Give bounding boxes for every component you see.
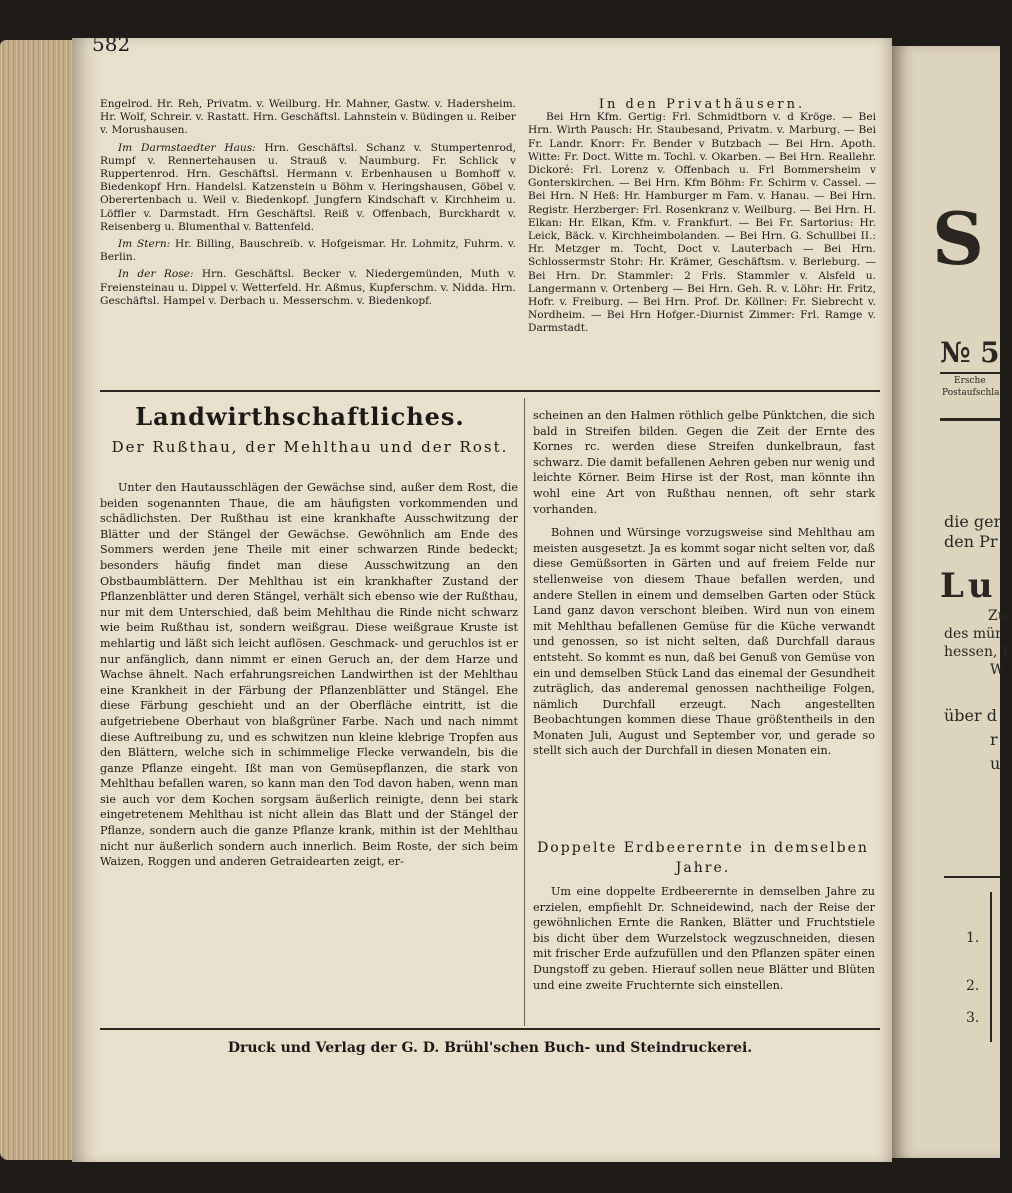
printer-imprint: Druck und Verlag der G. D. Brühl'schen Buch- und Steindruckerei. bbox=[227, 1040, 753, 1056]
guest-list-right bbox=[528, 98, 876, 336]
list-number: 3. bbox=[966, 1010, 980, 1026]
text-fragment: Zu bbox=[988, 608, 1007, 624]
guest-section-heading: In der Rose: bbox=[118, 268, 194, 281]
masthead-fragment: S bbox=[932, 196, 984, 281]
column-divider bbox=[524, 398, 525, 1026]
guest-section bbox=[100, 238, 516, 264]
article-title: Der Rußthau, der Mehlthau und der Rost. bbox=[111, 438, 509, 456]
private-houses-text: Bei Hrn Kfm. Gertig: Frl. Schmidtborn v. d Kröge. — Bei Hrn. Wirth Pausch: Hr. Staubesand, Privatm. v. Marburg. — Bei Fr. Landr. Knorr: Fr. Bender v Butzbach — Bei Hrn. Apoth. Witte: Fr. Doct. Witte m. Tochl. v. Okarben. — Bei Hrn. Reallehr. Dickoré: Frl. Lorenz v. Offenbach u. Frl Bommersheim v Gonterskirchen. — Bei Hrn. Kfm Böhm: Fr. Schirm v. Cassel. — Bei Hrn. N Heß: Hr. Hamburger m Fam. v. Hanau. — Bei Hrn. Registr. Herzberger: Frl. Rosenkranz v. Weilburg. — Bei Hrn. H. Elkan: Hr. Elkan, Kfm. v. Frankfurt. — Bei Fr. Sartorius: Hr. Leick, Bäck. v. Kirchheimbolanden. — Bei Hrn. G. Schullbei II.: Hr. Metzger m. Tocht, Doct v. Lauterbach — Bei Hrn. Schlossermstr Stohr: Hr. Krämer, Geschäftsm. v. Berleburg. — Bei Hrn. Dr. Stammler: 2 Frls. Stammler v. Alsfeld u. Langermann v. Ortenberg — Bei Hrn. Geh. R. v. Löhr: Hr. Fritz, Hofr. v. Freiburg. — Bei Hrn. Prof. Dr. Köllner: Fr. Siebrecht v. Nordheim. — Bei Hrn Hofger.-Diurnist Zimmer: Frl. Ramge v. Darmstadt. bbox=[528, 111, 876, 335]
article-paragraph: scheinen an den Halmen röthlich gelbe Pünktchen, die sich bald in Streifen bilden. Gegen die Zeit der Ernte des Kornes rc. werden diese Streifen dunkelbraun, fast schwarz. Die damit befallenen Aehren geben nur wenig und leichte Körner. Beim Hirse ist der Rost, man könnte ihn wohl eine Art von Rußthau nennen, oft sehr stark vorhanden. bbox=[533, 409, 875, 516]
adjacent-page bbox=[892, 46, 1012, 1158]
text-fragment: über d bbox=[944, 706, 997, 725]
strawberry-article-title: Doppelte Erdbeerernte in demselben Jahre. bbox=[537, 840, 869, 876]
text-fragment: Ersche bbox=[954, 376, 986, 386]
guest-list-intro: Engelrod. Hr. Reh, Privatm. v. Weilburg. Hr. Mahner, Gastw. v. Hadersheim. Hr. Wolf, Schreir. v. Rastatt. Hrn. Geschäftsl. Lahnstein v. Büdingen u. Reiber v. Morushausen. bbox=[100, 98, 516, 137]
table-rule bbox=[944, 876, 1000, 878]
text-fragment: W bbox=[990, 662, 1005, 678]
text-fragment: des mür bbox=[944, 626, 1002, 642]
guest-section-text: Hrn. Geschäftsl. Schanz v. Stumpertenrod, Rumpf v. Rennertehausen u. Strauß v. Naumburg. Fr. Schlick v Ruppertenrod. Hrn. Geschäftsl. Hermann v. Erbenhausen u Bomhoff v. Biedenkopf Hrn. Handelsl. Katzenstein u Böhm v. Heringshausen, Göbel v. Oberertenbach u. Weil v. Biedenkopf. Jungfern Kindschaft v. Kirchheim u. Löffler v. Darmstadt. Hrn Geschäftsl. Reiß v. Offenbach, Burckhardt v. Reisenberg u. Blumenthal v. Battenfeld. bbox=[100, 141, 517, 233]
text-fragment: u bbox=[990, 754, 1001, 773]
article-paragraph: Unter den Hautausschlägen der Gewächse sind, außer dem Rost, die beiden sogenannten Thaue, die am häufigsten vorkommenden und schädlichsten. Der Rußthau ist eine krankhafte Ausschwitzung der Blätter und der Stängel der Gewächse. Gewöhnlich am Ende des Sommers werden jene Theile mit einer schwarzen Rinde bedeckt; besonders häufig findet man diese Ausschwitzung an den Obstbaumblättern. Der Mehlthau ist ein krankhafter Zustand der Pflanzenblätter und deren Stängel, verhält sich ebenso wie der Rußthau, nur mit dem Unterschied, daß beim Mehlthau die Rinde nicht schwarz wie beim Rußthau ist, sondern weißgrau. Diese weißgraue Kruste ist mehlartig und läßt sich leicht auflösen. Geschmack- und geruchlos ist er nur anfänglich, dann nimmt er einen Geruch an, der dem Harze und Wachse ähnelt. Nach erfahrungsreichen Landwirthen ist der Mehlthau eine Krankheit in der Färbung der Pflanzenblätter und Stängel. Ehe diese Färbung geschieht und an der Oberfläche eintritt, ist die aufgetriebene Oberhaut von blaßgrüner Farbe. Nach und nach nimmt diese Auftreibung zu, und es schwitzen nun kleine klebrige Tropfen aus den Blättern, welche sich in schimmelige Flecke verwandeln, bis die ganze Pflanze eingeht. Ißt man von Gemüsepflanzen, die stark von Mehlthau befallen waren, so kann man den Tod davon haben, wenn man sie auch vor dem Kochen sorgsam äußerlich reinigte, denn bei stark eingetretenem Mehlthau ist nicht allein das Blatt und der Stängel der Pflanze, sondern auch die ganze Pflanze krank, mithin ist der Mehlthau nicht nur äußerlich sondern auch innerlich. Beim Roste, der sich beim Waizen, Roggen und anderen Getraidearten zeigt, er- bbox=[100, 481, 518, 869]
strawberry-article bbox=[533, 884, 875, 993]
guest-section-text: Hrn. Geschäftsl. Becker v. Niedergemünden, Muth v. Freiensteinau u. Dippel v. Wetterfeld. Hr. Aßmus, Kupferschm. v. Nidda. Hrn. Geschäftsl. Hampel v. Derbach u. Messerschm. v. Biedenkopf. bbox=[100, 268, 516, 307]
issue-number-fragment: № 5 bbox=[940, 336, 1000, 369]
text-fragment: die ger bbox=[944, 512, 1002, 531]
text-fragment: r bbox=[990, 730, 998, 749]
private-houses-heading: In den Privathäusern. bbox=[598, 97, 806, 112]
section-divider bbox=[100, 390, 880, 392]
text-fragment: Postaufschla bbox=[942, 388, 1000, 398]
guest-section-heading: Im Stern: bbox=[118, 238, 171, 251]
heading-fragment: Lu bbox=[940, 566, 997, 606]
article-paragraph: Bohnen und Würsinge vorzugsweise sind Mehlthau am meisten ausgesetzt. Ja es kommt sogar nicht selten vor, daß diese Gemüßsorten in Gärten und auf freiem Felde nur stellenweise von diesem Thaue befallen werden, und andere Stellen in einem und demselben Garten oder Stück Land ganz davon verschont bleiben. Wird nun von einem mit Mehlthau befallenen Gemüse für die Küche verwandt und genossen, so ist nicht selten, daß Durchfall daraus entsteht. So kommt es nun, daß bei Genuß von Gemüse von ein und demselben Stück Land das einemal der Gesundheit zuträglich, das anderemal genossen nachtheilige Folgen, nämlich Durchfall erzeugt. Nach angestellten Beobachtungen kommen diese Thaue größtentheils in den Monaten Juli, August und September vor, und gerade so stellt sich auch der Durchfall in diesen Monaten ein. bbox=[533, 526, 875, 758]
list-number: 2. bbox=[966, 978, 980, 994]
guest-section-heading: Im Darmstaedter Haus: bbox=[118, 141, 256, 154]
table-rule bbox=[990, 892, 992, 1042]
text-fragment: den Pr bbox=[944, 532, 998, 551]
article-column-1 bbox=[100, 480, 518, 870]
guest-section bbox=[100, 142, 516, 234]
text-fragment: hessen, F bbox=[944, 644, 1012, 660]
article-column-2 bbox=[533, 408, 875, 759]
book-page-edges bbox=[0, 40, 78, 1160]
list-number: 1. bbox=[966, 930, 980, 946]
guest-list-left bbox=[100, 98, 516, 308]
footer-divider bbox=[100, 1028, 880, 1030]
article-paragraph: Um eine doppelte Erdbeerernte in demselben Jahre zu erzielen, empfiehlt Dr. Schneidewind, nach der Reise der gewöhnlichen Ernte die Ranken, Blätter und Fruchtstiele bis dicht über dem Wurzelstock wegzuschneiden, diesen mit frischer Erde aufzufüllen und den Pflanzen später einen Dungstoff zu geben. Hierauf sollen neue Blätter und Blüten und eine zweite Fruchternte sich einstellen. bbox=[533, 885, 875, 992]
guest-section bbox=[100, 268, 516, 308]
section-title: Landwirthschaftliches. bbox=[135, 402, 465, 431]
masthead-rule bbox=[940, 372, 1000, 374]
masthead-rule bbox=[940, 418, 1000, 421]
page-number: 582 bbox=[92, 32, 131, 56]
guest-section-text: Hr. Billing, Bauschreib. v. Hofgeismar. Hr. Lohmitz, Fuhrm. v. Berlin. bbox=[100, 238, 516, 264]
